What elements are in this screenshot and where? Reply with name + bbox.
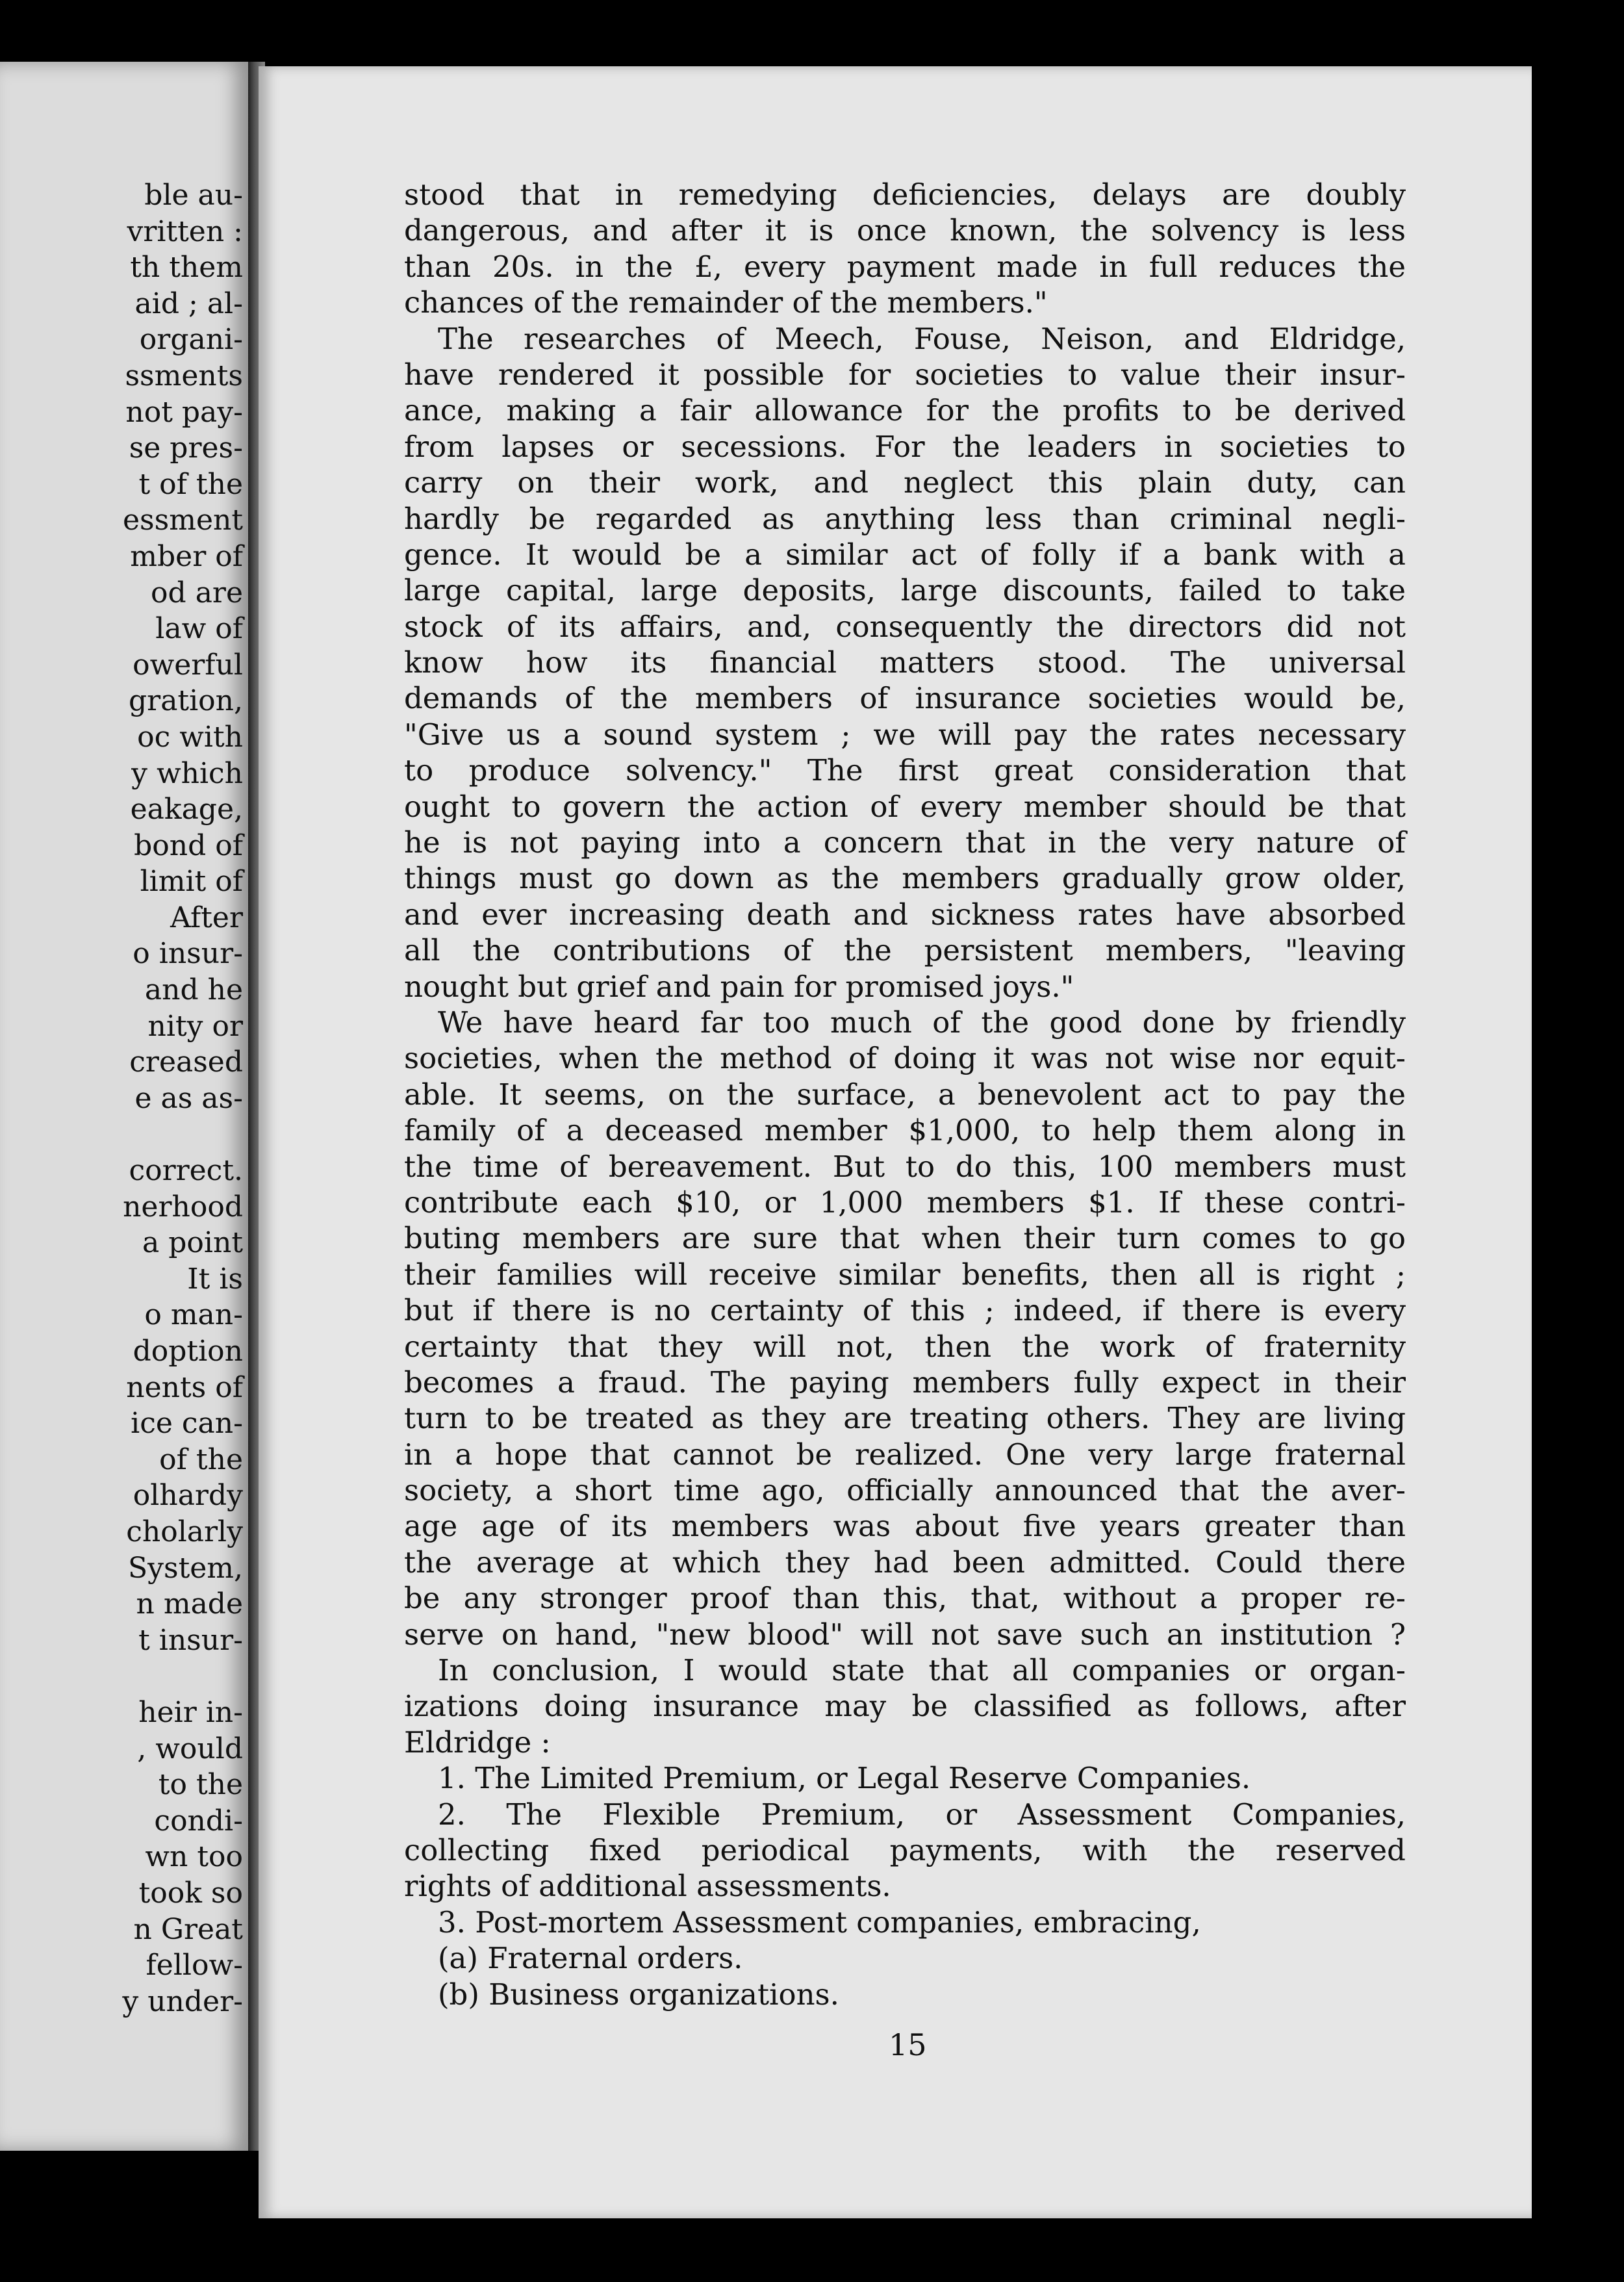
- text-line: nought but grief and pain for promised joys.": [404, 969, 1074, 1004]
- left-page-line: olhardy: [133, 1479, 243, 1513]
- text-line: than 20s. in the £, every payment made in full reduces the: [404, 249, 1406, 284]
- left-page-line: eakage,: [130, 793, 243, 827]
- left-page-line: owerful: [133, 648, 243, 682]
- left-page-line: mber of: [130, 539, 243, 573]
- left-page-line: correct.: [129, 1154, 243, 1188]
- left-page-line: nents of: [126, 1370, 243, 1404]
- text-line: buting members are sure that when their turn comes to go: [404, 1221, 1406, 1256]
- left-page-line: heir in-: [138, 1695, 243, 1729]
- left-page-line: limit of: [140, 865, 243, 899]
- left-page-line: cholarly: [126, 1515, 243, 1548]
- left-page-line: ssments: [125, 359, 243, 392]
- left-page-line: th them: [130, 251, 243, 285]
- left-page-line: n Great: [133, 1912, 243, 1946]
- left-page-text: [0, 177, 243, 2019]
- text-line: be any stronger proof than this, that, without a proper re-: [404, 1581, 1406, 1616]
- text-line: know how its financial matters stood. The universal: [404, 645, 1406, 680]
- text-line: izations doing insurance may be classified as follows, after: [404, 1689, 1406, 1724]
- left-page-line: n made: [136, 1587, 243, 1621]
- text-line: contribute each $10, or 1,000 members $1. If these contri-: [404, 1185, 1406, 1220]
- text-line: carry on their work, and neglect this plain duty, can: [404, 465, 1406, 500]
- text-line: collecting fixed periodical payments, with the reserved: [404, 1832, 1406, 1867]
- left-page-line: [0, 1658, 243, 1695]
- left-page-line: wn too: [145, 1840, 243, 1874]
- left-page-line: [0, 1116, 243, 1153]
- text-line: certainty that they will not, then the work of fraternity: [404, 1329, 1406, 1364]
- left-page-line: oc with: [137, 720, 243, 754]
- text-line: have rendered it possible for societies to value their insur-: [404, 357, 1406, 392]
- left-page-line: y which: [131, 756, 243, 790]
- text-line: to produce solvency." The first great consideration that: [404, 753, 1406, 788]
- text-line: gence. It would be a similar act of folly if a bank with a: [404, 537, 1406, 572]
- text-line: stood that in remedying deficiencies, delays are doubly: [404, 177, 1406, 212]
- text-line: things must go down as the members gradually grow older,: [404, 861, 1406, 896]
- left-page-line: law of: [155, 612, 243, 646]
- left-page: [0, 62, 248, 2151]
- text-line: turn to be treated as they are treating others. They are living: [404, 1401, 1406, 1436]
- text-line: demands of the members of insurance societies would be,: [404, 681, 1406, 716]
- text-line: 3. Post-mortem Assessment companies, embracing,: [438, 1904, 1201, 1940]
- left-page-line: It is: [187, 1262, 243, 1296]
- text-line: ought to govern the action of every member should be that: [404, 789, 1406, 824]
- left-page-line: ice can-: [131, 1407, 243, 1441]
- left-page-line: of the: [159, 1442, 243, 1476]
- left-page-line: o insur-: [133, 937, 243, 971]
- left-page-line: o man-: [144, 1298, 243, 1332]
- text-line: in a hope that cannot be realized. One very large fraternal: [404, 1437, 1406, 1472]
- text-line: rights of additional assessments.: [404, 1869, 891, 1904]
- page-number: 15: [889, 2027, 927, 2062]
- left-page-line: od are: [151, 576, 243, 609]
- left-page-line: aid ; al-: [134, 287, 243, 320]
- text-line: society, a short time ago, officially announced that the aver-: [404, 1473, 1406, 1508]
- text-line: all the contributions of the persistent members, "leaving: [404, 933, 1406, 968]
- left-page-line: and he: [144, 973, 243, 1007]
- left-page-line: a point: [142, 1226, 243, 1260]
- text-line: 1. The Limited Premium, or Legal Reserve Companies.: [438, 1761, 1251, 1796]
- text-line: he is not paying into a concern that in the very nature of: [404, 825, 1406, 860]
- left-page-line: e as as-: [134, 1081, 243, 1115]
- left-page-line: , would: [137, 1732, 243, 1765]
- left-page-line: essment: [123, 504, 243, 537]
- text-line: serve on hand, "new blood" will not save such an institution ?: [404, 1617, 1406, 1652]
- text-line: 2. The Flexible Premium, or Assessment Companies,: [438, 1797, 1406, 1832]
- left-page-line: doption: [133, 1335, 243, 1368]
- text-line: societies, when the method of doing it was not wise nor equit-: [404, 1041, 1406, 1076]
- text-line: stock of its affairs, and, consequently the directors did not: [404, 609, 1406, 644]
- left-page-line: se pres-: [129, 431, 243, 465]
- left-page-line: bond of: [134, 828, 243, 862]
- text-line: The researches of Meech, Fouse, Neison, and Eldridge,: [438, 321, 1406, 356]
- text-line: "Give us a sound system ; we will pay the rates necessary: [404, 717, 1406, 752]
- left-page-line: condi-: [154, 1804, 243, 1838]
- text-line: In conclusion, I would state that all companies or organ-: [438, 1653, 1406, 1688]
- text-line: but if there is no certainty of this ; indeed, if there is every: [404, 1293, 1406, 1328]
- text-line: chances of the remainder of the members.": [404, 285, 1048, 320]
- left-page-line: System,: [127, 1551, 243, 1585]
- left-page-line: t of the: [138, 467, 243, 501]
- text-line: Eldridge :: [404, 1724, 551, 1760]
- left-page-line: nity or: [147, 1009, 243, 1043]
- text-line: the time of bereavement. But to do this, 100 members must: [404, 1149, 1406, 1184]
- left-page-line: fellow-: [146, 1949, 243, 1982]
- text-line: dangerous, and after it is once known, the solvency is less: [404, 213, 1406, 248]
- text-line: large capital, large deposits, large discounts, failed to take: [404, 573, 1406, 608]
- text-line: (b) Business organizations.: [438, 1977, 839, 2012]
- left-page-line: nerhood: [123, 1190, 243, 1224]
- left-page-line: organi-: [139, 323, 243, 357]
- body-text: [404, 177, 1406, 2012]
- text-line: age age of its members was about five years greater than: [404, 1509, 1406, 1544]
- left-page-line: not pay-: [125, 395, 243, 429]
- left-page-line: After: [170, 901, 243, 934]
- text-line: (a) Fraternal orders.: [438, 1941, 743, 1976]
- left-page-line: gration,: [129, 684, 243, 718]
- text-line: from lapses or secessions. For the leaders in societies to: [404, 429, 1406, 464]
- left-page-line: t insur-: [138, 1623, 243, 1657]
- text-line: becomes a fraud. The paying members fully expect in their: [404, 1365, 1406, 1400]
- left-page-line: y under-: [122, 1984, 243, 2018]
- left-page-line: to the: [158, 1768, 243, 1802]
- left-page-line: took so: [138, 1876, 243, 1910]
- text-line: ance, making a fair allowance for the profits to be derived: [404, 393, 1406, 428]
- text-line: We have heard far too much of the good done by friendly: [438, 1005, 1406, 1040]
- text-line: the average at which they had been admitted. Could there: [404, 1545, 1406, 1580]
- text-line: and ever increasing death and sickness rates have absorbed: [404, 897, 1406, 932]
- left-page-line: ble au-: [144, 179, 243, 212]
- left-page-line: vritten :: [127, 214, 243, 248]
- left-page-line: creased: [129, 1045, 243, 1079]
- text-line: family of a deceased member $1,000, to help them along in: [404, 1113, 1406, 1148]
- text-line: hardly be regarded as anything less than criminal negli-: [404, 501, 1406, 536]
- text-line: able. It seems, on the surface, a benevolent act to pay the: [404, 1077, 1406, 1112]
- text-line: their families will receive similar benefits, then all is right ;: [404, 1257, 1406, 1292]
